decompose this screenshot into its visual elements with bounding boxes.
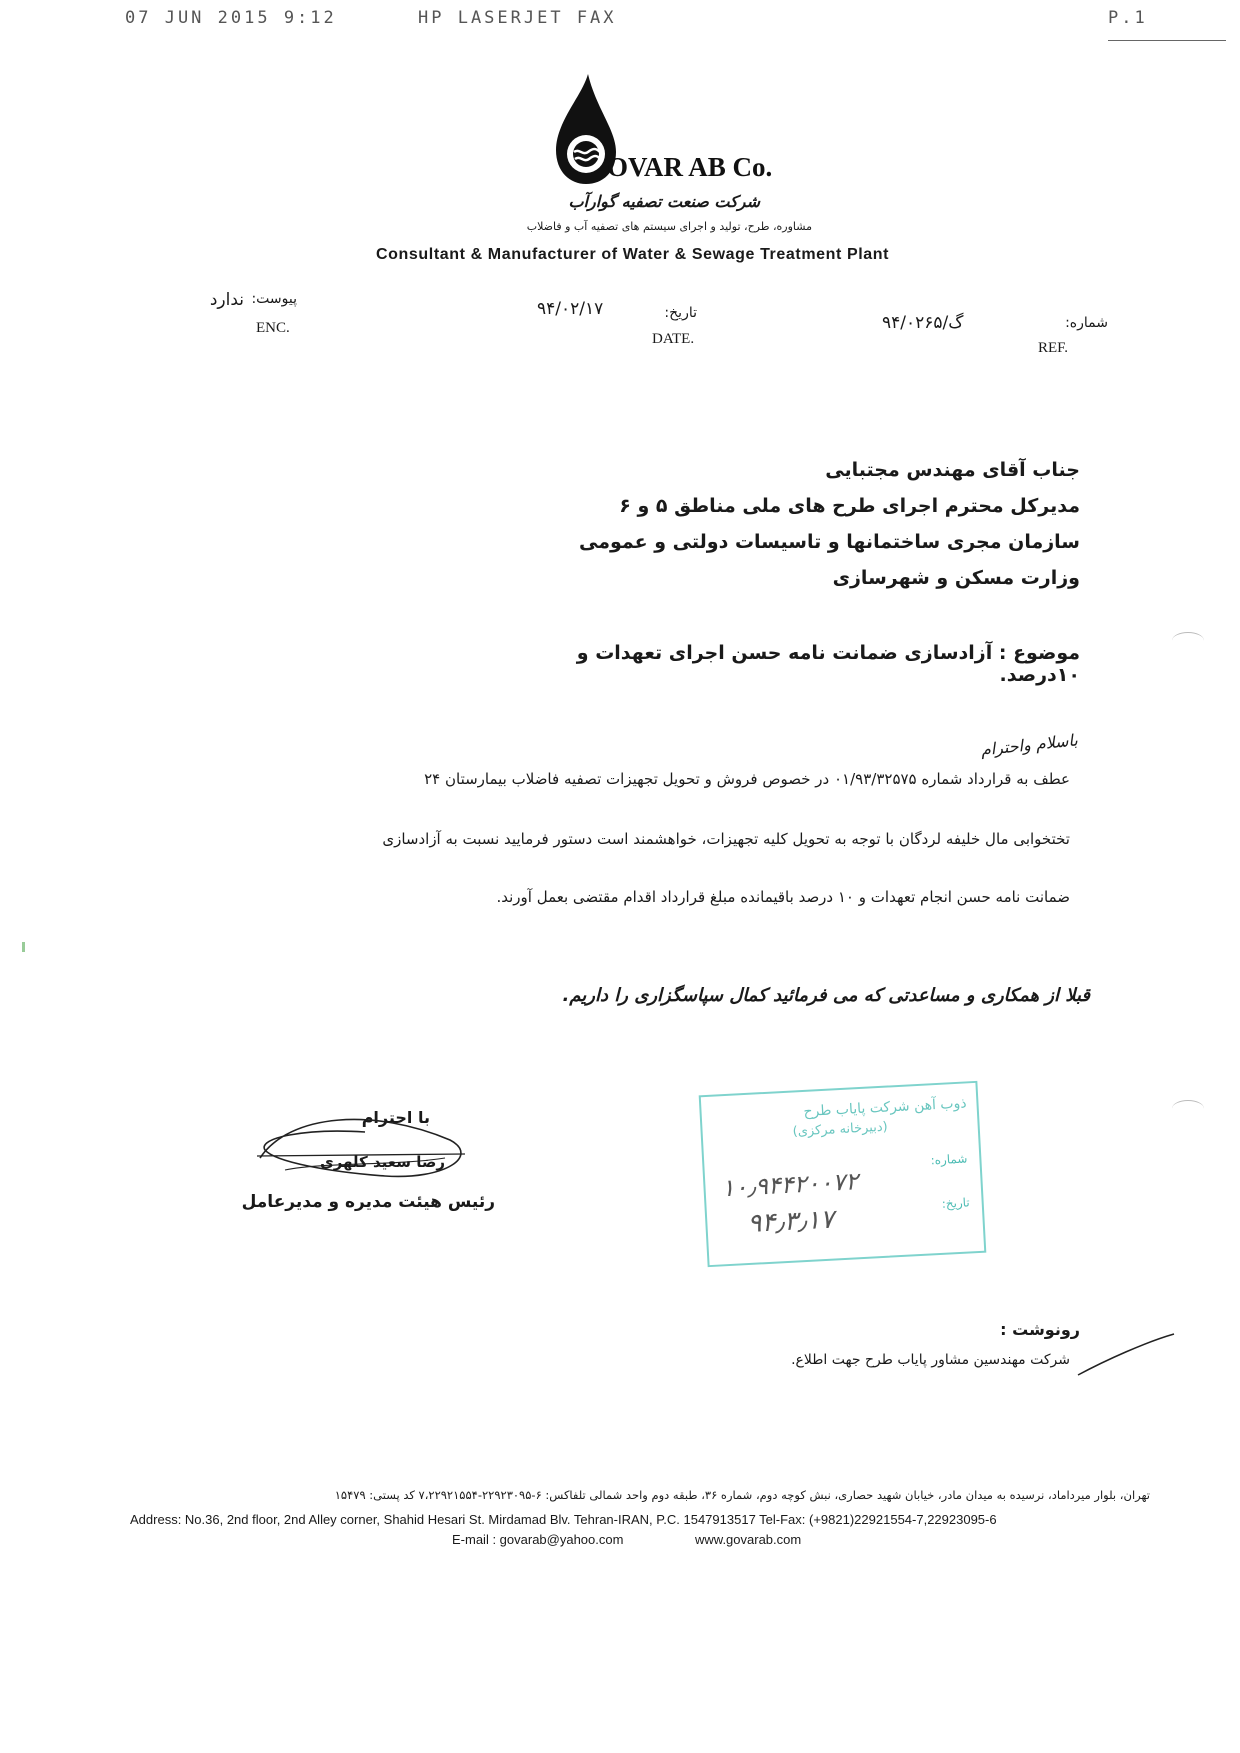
- scan-artifact: [22, 942, 25, 952]
- footer-website: www.govarab.com: [695, 1532, 802, 1547]
- recipient-line: وزارت مسکن و شهرسازی: [832, 567, 1080, 589]
- date-label-en: DATE.: [652, 331, 695, 347]
- signature-regards: با احترام: [361, 1108, 430, 1127]
- enclosure-label-en: ENC.: [256, 320, 290, 336]
- cc-check-mark-icon: [1076, 1330, 1176, 1380]
- body-line: تختخوابی مال خلیفه لردگان با توجه به تحویل کلیه تجهیزات، خواهشمند است دستور فرمایید نسبت به آزادسازی: [382, 830, 1070, 848]
- handwritten-signature-icon: [245, 1098, 485, 1198]
- enclosure-value: ندارد: [209, 290, 244, 310]
- stamp-office: (دبیرخانه مرکزی): [792, 1119, 889, 1140]
- recipient-line: سازمان مجری ساختمانها و تاسیسات دولتی و عمومی: [579, 531, 1080, 553]
- fax-device: HP LASERJET FAX: [418, 8, 617, 28]
- footer-address-fa: تهران، بلوار میرداماد، نرسیده به میدان مادر، خیابان شهید حصاری، نبش کوچه دوم، شماره ۳۶، طبقه دوم واحد شمالی تلفاکس: ۶-۲۲۹۲۳۰۹۵-۷،۲۲۹۲۱۵۵۴ کد پستی: ۱۵۴۷۹: [334, 1488, 1150, 1502]
- fax-datetime: 07 JUN 2015 9:12: [125, 8, 337, 28]
- body-line: ضمانت نامه حسن انجام تعهدات و ۱۰ درصد باقیمانده مبلغ قرارداد اقدام مقتضی بعمل آورند.: [496, 888, 1070, 906]
- signatory-title: رئیس هیئت مدیره و مدیرعامل: [241, 1192, 495, 1212]
- handwritten-greeting: باسلام واحترام: [979, 730, 1079, 760]
- recipient-line: مدیرکل محترم اجرای طرح های ملی مناطق ۵ و ۶: [619, 495, 1080, 517]
- company-name-fa: شرکت صنعت تصفیه گوارآب: [568, 192, 760, 211]
- stamp-number-label: شماره:: [930, 1151, 968, 1168]
- scan-artifact: [1172, 1100, 1204, 1117]
- ref-label-en: REF.: [1038, 340, 1069, 356]
- cc-recipient: شرکت مهندسین مشاور پایاب طرح جهت اطلاع.: [791, 1352, 1070, 1368]
- recipient-line: جناب آقای مهندس مجتبایی: [825, 459, 1080, 481]
- company-name-en: OVAR AB Co.: [607, 152, 773, 182]
- received-stamp: [699, 1081, 987, 1267]
- date-label: تاریخ:: [664, 305, 697, 321]
- enclosure-label: پیوست:: [251, 291, 297, 307]
- fax-page-underline: [1108, 40, 1226, 41]
- recipient-block: [560, 452, 1080, 596]
- fax-page-number: P.1: [1108, 8, 1148, 28]
- ref-label: شماره:: [1065, 315, 1108, 331]
- footer-email: E-mail : govarab@yahoo.com: [452, 1532, 624, 1547]
- ref-number: ۹۴/۰۲۶۵/گ: [882, 313, 964, 333]
- body-line: عطف به قرارداد شماره ۰۱/۹۳/۳۲۵۷۵ در خصوص فروش و تحویل تجهیزات تصفیه فاضلاب بیمارستان ۲۴: [424, 770, 1070, 788]
- stamp-date: ۹۴٫۳٫۱۷: [746, 1204, 835, 1240]
- closing-sentence: قبلا از همکاری و مساعدتی که می فرمائید کمال سپاسگزاری را داریم.: [562, 985, 1090, 1006]
- scan-artifact: [1172, 632, 1204, 649]
- signatory-name: رضا سعید کلهری: [319, 1153, 445, 1171]
- letter-subject: موضوع : آزادسازی ضمانت نامه حسن اجرای تعهدات و ۱۰درصد.: [576, 642, 1080, 686]
- company-services-fa: مشاوره، طرح، تولید و اجرای سیستم های تصفیه آب و فاضلاب: [526, 220, 812, 233]
- footer-address-en: Address: No.36, 2nd floor, 2nd Alley corner, Shahid Hesari St. Mirdamad Blv. Tehran-IRAN, P.C. 1547913517 Tel-Fax: (+9821)22921554-7,22923095-6: [130, 1512, 997, 1527]
- stamp-number: ۱۰٫۹۴۴۲۰۰۷۲: [720, 1167, 859, 1203]
- cc-label: رونوشت :: [1000, 1320, 1080, 1339]
- stamp-date-label: تاریخ:: [941, 1195, 971, 1211]
- company-tagline: Consultant & Manufacturer of Water & Sewage Treatment Plant: [376, 246, 890, 263]
- stamp-org: ذوب آهن شرکت پایاب طرح: [803, 1095, 967, 1120]
- date-value: ۹۴/۰۲/۱۷: [537, 299, 604, 319]
